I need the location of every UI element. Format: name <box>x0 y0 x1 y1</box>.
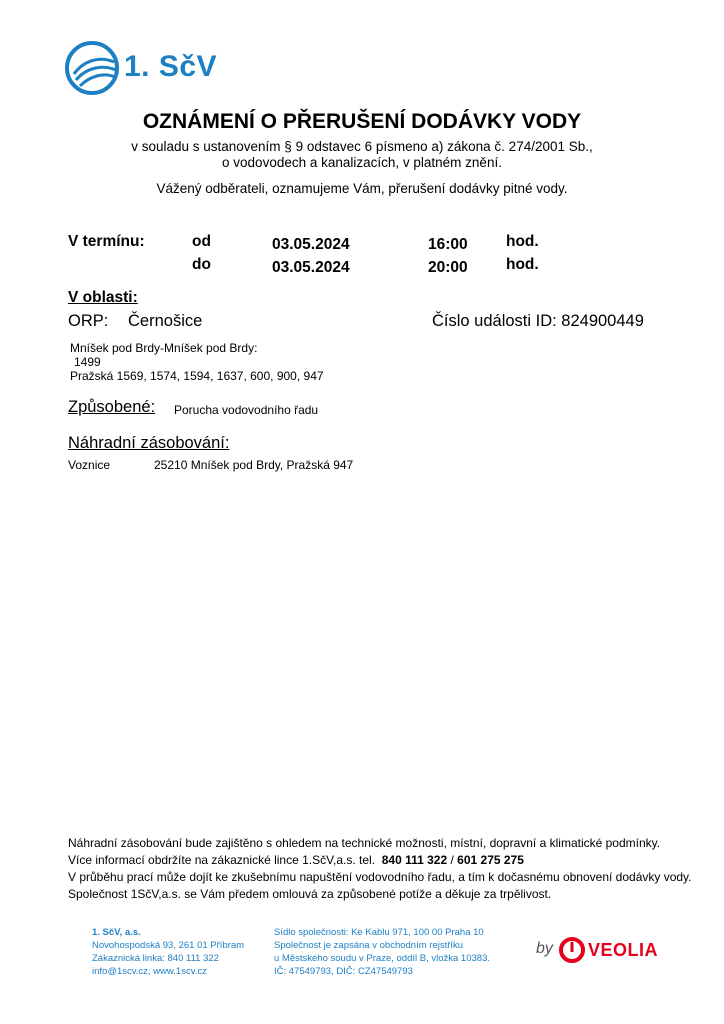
footer-company-info <box>92 926 244 978</box>
note-line-2 <box>68 853 524 867</box>
to-time: 20:00 <box>428 259 468 276</box>
orp-value: Černošice <box>128 312 203 330</box>
cause-label: Způsobené: <box>68 398 156 416</box>
legal-line-1: v souladu s ustanovením § 9 odstavec 6 písmeno a) zákona č. 274/2001 Sb., <box>131 139 593 154</box>
term-label: V termínu: <box>68 233 145 250</box>
to-date: 03.05.2024 <box>272 259 350 276</box>
supply-place: Voznice <box>68 458 111 472</box>
phone-separator: / <box>450 853 454 867</box>
cause-value: Porucha vodovodního řadu <box>174 403 319 417</box>
footer-col1-line: info@1scv.cz, www.1scv.cz <box>92 966 207 977</box>
to-label: do <box>192 256 211 273</box>
footer-registry-info <box>274 926 490 978</box>
footer-col1-line: Novohospodská 93, 261 01 Příbram <box>92 940 245 951</box>
footer-col2-line: Sídlo společnosti: Ke Kablu 971, 100 00 Praha 10 <box>274 927 484 938</box>
event-id: Číslo události ID: 824900449 <box>432 312 644 330</box>
orp-label: ORP: <box>68 312 109 330</box>
note-line-3: V průběhu prací může dojít ke zkušebnímu napuštění vodovodního řadu, a tím k dočasnému obnovení dodávky vody. <box>68 870 692 884</box>
footer-col2-line: u Městského soudu v Praze, oddíl B, vložka 10383. <box>274 953 490 964</box>
by-text: by <box>536 940 553 957</box>
from-time: 16:00 <box>428 236 468 253</box>
footer-col1-line: Zákaznická linka: 840 111 322 <box>92 953 219 964</box>
supply-label: Náhradní zásobování: <box>68 434 230 452</box>
from-date: 03.05.2024 <box>272 236 350 253</box>
footer-col2-line: IČ: 47549793, DIČ: CZ47549793 <box>274 966 413 977</box>
veolia-logo-icon <box>558 936 586 964</box>
supply-address: 25210 Mníšek pod Brdy, Pražská 947 <box>154 458 354 472</box>
from-hod: hod. <box>506 233 539 250</box>
note-line-4: Společnost 1SčV,a.s. se Vám předem omlouvá za způsobené potíže a děkuje za trpělivost. <box>68 887 552 901</box>
notice-title: OZNÁMENÍ O PŘERUŠENÍ DODÁVKY VODY <box>142 110 582 133</box>
logo-text: 1. SčV <box>124 50 218 83</box>
area-line-3: Pražská 1569, 1574, 1594, 1637, 600, 900, 947 <box>70 369 324 383</box>
to-hod: hod. <box>506 256 539 273</box>
area-line-2: 1499 <box>74 355 101 369</box>
area-line-1: Mníšek pod Brdy-Mníšek pod Brdy: <box>70 341 258 355</box>
from-label: od <box>192 233 211 250</box>
area-label: V oblasti: <box>68 289 138 306</box>
footer-col1-line: 1. SčV, a.s. <box>92 927 141 938</box>
note-line-1: Náhradní zásobování bude zajištěno s ohledem na technické možnosti, místní, dopravní a klimatické podmínky. <box>68 836 661 850</box>
phone-1: 840 111 322 <box>381 853 448 867</box>
legal-line-2: o vodovodech a kanalizacích, v platném znění. <box>222 155 502 170</box>
greeting: Vážený odběrateli, oznamujeme Vám, přerušení dodávky pitné vody. <box>156 181 568 196</box>
footer-col2-line: Společnost je zapsána v obchodním rejstříku <box>274 940 464 951</box>
veolia-brand: VEOLIA <box>588 940 659 960</box>
phone-2: 601 275 275 <box>457 853 524 867</box>
company-logo-icon <box>64 40 122 96</box>
note-line-2-text: Více informací obdržíte na zákaznické lince 1.SčV,a.s. tel. <box>68 853 376 867</box>
